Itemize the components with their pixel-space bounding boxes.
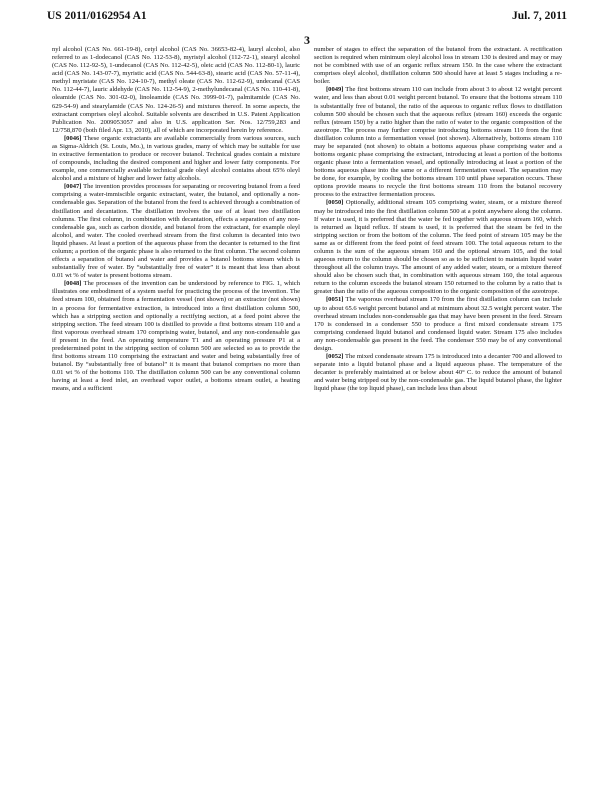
paragraph (52, 135, 300, 183)
page-header (47, 10, 567, 26)
paragraph-tag: [0048] (64, 280, 82, 288)
paragraph-tag: [0049] (326, 86, 344, 94)
publication-number: US 2011/0162954 A1 (47, 10, 147, 22)
right-column (314, 46, 562, 393)
paragraph (314, 199, 562, 296)
publication-date: Jul. 7, 2011 (512, 10, 567, 22)
paragraph-text: The processes of the invention can be understood by reference to FIG. 1, which illustrates one embodiment of a system useful for practicing the process of the invention. The feed stream 100, obtained from a fermentation vessel (not shown) or an extractor (not shown) in a process for fermentative extraction, is introduced into a first distillation column 500, which has a stripping section and optionally a rectifying section, at a feed point above the stripping section. The feed stream 100 is distilled to provide a first bottoms stream 110 and a first vaporous overhead stream 170 comprising water, butanol, and any non-condensable gas if present in the feed. An operating temperature T1 and an operating pressure P1 at a predetermined point in the stripping section of column 500 are selected so as to provide the first bottoms stream 110 comprising the extractant and water and being substantially free of butanol. By “substantially free of butanol” it is meant that butanol comprises no more than 0.01 wt % of the bottoms 110. The distillation column 500 can be any conventional column having at least a feed inlet, an overhead vapor outlet, a bottoms stream outlet, a heating means, and a sufficient (52, 280, 300, 393)
paragraph (314, 296, 562, 353)
paragraph (314, 86, 562, 199)
paragraph-tag: [0052] (326, 352, 344, 360)
paragraph-text: The vaporous overhead stream 170 from the first distillation column can include up to about 65.6 weight percent butanol and at minimum about 32.5 weight percent water. The overhead stream includes non-condensable gas that may have been present in the feed. Stream 170 is condensed in a condenser 550 to produce a first mixed condensate stream 175 comprising condensed liquid butanol and condensed liquid water. Stream 175 also includes any non-condensable gas present in the feed. The condenser 550 may be of any conventional design. (314, 296, 562, 352)
paragraph (314, 353, 562, 393)
paragraph-text: nyl alcohol (CAS No. 661-19-8), cetyl alcohol (CAS No. 36653-82-4), lauryl alcohol, also referred to as 1-dodecanol (CAS No. 112-53-8), myristyl alcohol (112-72-1), stearyl alcohol (CAS No. 112-92-5), 1-undecanol (CAS No. 112-42-5), oleic acid (CAS No. 112-80-1), lauric acid (CAS No. 143-07-7), myristic acid (CAS No. 544-63-8), stearic acid (CAS No. 57-11-4), methyl myristate (CAS No. 124-10-7), methyl oleate (CAS No. 112-62-9), undecanal (CAS No. 112-44-7), lauric aldehyde (CAS No. 112-54-9), 2-methylundecanal (CAS No. 110-41-8), oleamide (CAS No. 301-02-0), linoleamide (CAS No. 3999-01-7), palmitamide (CAS No. 629-54-9) and stearylamide (CAS No. 124-26-5) and mixtures thereof. In some aspects, the extractant comprises oleyl alcohol. Suitable solvents are described in U.S. Patent Application Publication No. 2009053057 and also in U.S. application Ser. Nos. 12/759,283 and 12/758,870 (both filed Apr. 13, 2010), all of which are incorporated herein by reference. (52, 46, 300, 134)
paragraph-tag: [0051] (326, 296, 344, 304)
paragraph-text: The first bottoms stream 110 can include from about 3 to about 12 weight percent water, and less than about 0.01 weight percent butanol. To ensure that the bottoms stream 110 is substantially free of butanol, the ratio of the aqueous to organic reflux flows to distillation column 500 should be chosen such that the aqueous reflux (stream 160) exceeds the organic reflux (stream 150) by a ratio higher than the ratio of water to the organic composition of the azeotrope. The process may further comprise introducing bottoms stream 110 from the first distillation column into a fermentation vessel (not shown). Alternatively, bottoms stream 110 may be separated (not shown) to obtain a bottoms aqueous phase comprising water and a bottoms organic phase comprising the extractant, introducing at least a portion of the bottoms organic phase into a fermentation vessel, and optionally introducing at least a portion of the bottoms aqueous phase into the same or a different fermentation vessel. The separation may be done, for example, by cooling the bottoms stream 110 until phase separation occurs. These options provide means to recycle the first bottoms stream 110 from the butanol recovery process to the extractive fermentation process. (314, 86, 562, 199)
paragraph-text: These organic extractants are available commercially from various sources, such as Sigma-Aldrich (St. Louis, Mo.), in various grades, many of which may be suitable for use in extractive fermentation to produce or recover butanol. Technical grades contain a mixture of compounds, including the desired component and higher and lower fatty components. For example, one commercially available technical grade oleyl alcohol contains about 65% oleyl alcohol and a mixture of higher and lower fatty alcohols. (52, 134, 300, 183)
paragraph-text: number of stages to effect the separation of the butanol from the extractant. A rectification section is required when minimum oleyl alcohol loss in stream 130 is desired and may or may not be combined with use of an organic reflux stream 150. In the case where the extractant comprises oleyl alcohol, distillation column 500 should have at least 5 stages including a re-boiler. (314, 46, 562, 86)
paragraph (52, 46, 300, 135)
left-column (52, 46, 300, 393)
paragraph-text: The invention provides processes for separating or recovering butanol from a feed comprising a water-immiscible organic extractant, water, the butanol, and optionally a non-condensable gas. Separation of the butanol from the feed is achieved through a combination of distillation and decantation. The distillation involves the use of at least two distillation columns. The first column, in combination with decantation, effects a separation of any non-condensable gas, such as carbon dioxide, and butanol from the extractant, for example oleyl alcohol, and water. The cooled overhead stream from the first column is decanted into two liquid phases. At least a portion of the aqueous phase from the decanter is returned to the first column; a portion of the organic phase is also returned to the first column. The second column effects a separation of butanol and water and provides a butanol bottoms stream which is substantially free of water. By “substantially free of water” it is meant that less than about 0.01 wt % of water is present bottoms stream. (52, 183, 300, 280)
paragraph-tag: [0050] (326, 199, 344, 207)
page-number: 3 (304, 33, 310, 47)
paragraph-text: Optionally, additional stream 105 comprising water, steam, or a mixture thereof may be introduced into the first distillation column 500 at a point anywhere along the column. If water is used, it is preferred that the water be fed together with aqueous stream 160, which is returned as liquid reflux. If steam is used, it is preferred that the steam be fed in the stripping section or from the bottom of the column. The feed point of stream 105 may be the same as or different from the feed point of feed stream 100. The total aqueous return to the column is the sum of the aqueous stream 160 and the optional stream 105, and the total aqueous return to the column should be chosen so as to be sufficient to maintain liquid water throughout all the column trays. The amount of any added water, steam, or a mixture thereof should also be chosen such that, in combination with aqueous stream 160, the total aqueous return to the column exceeds the butanol stream 150 returned to the column by a ratio that is greater than the ratio of the aqueous composition to the organic composition of the azeotrope. (314, 199, 563, 296)
paragraph (52, 183, 300, 280)
paragraph-tag: [0046] (64, 134, 82, 142)
paragraph (314, 46, 562, 86)
paragraph-text: The mixed condensate stream 175 is introduced into a decanter 700 and allowed to separate into a liquid butanol phase and a liquid aqueous phase. The temperature of the decanter is preferably maintained at or below about 40° C. to reduce the amount of butanol and water being stripped out by the non-condensable gas. The liquid butanol phase, the lighter liquid phase (the top liquid phase), can include less than about (314, 352, 562, 393)
paragraph-tag: [0047] (64, 183, 82, 191)
paragraph (52, 280, 300, 393)
